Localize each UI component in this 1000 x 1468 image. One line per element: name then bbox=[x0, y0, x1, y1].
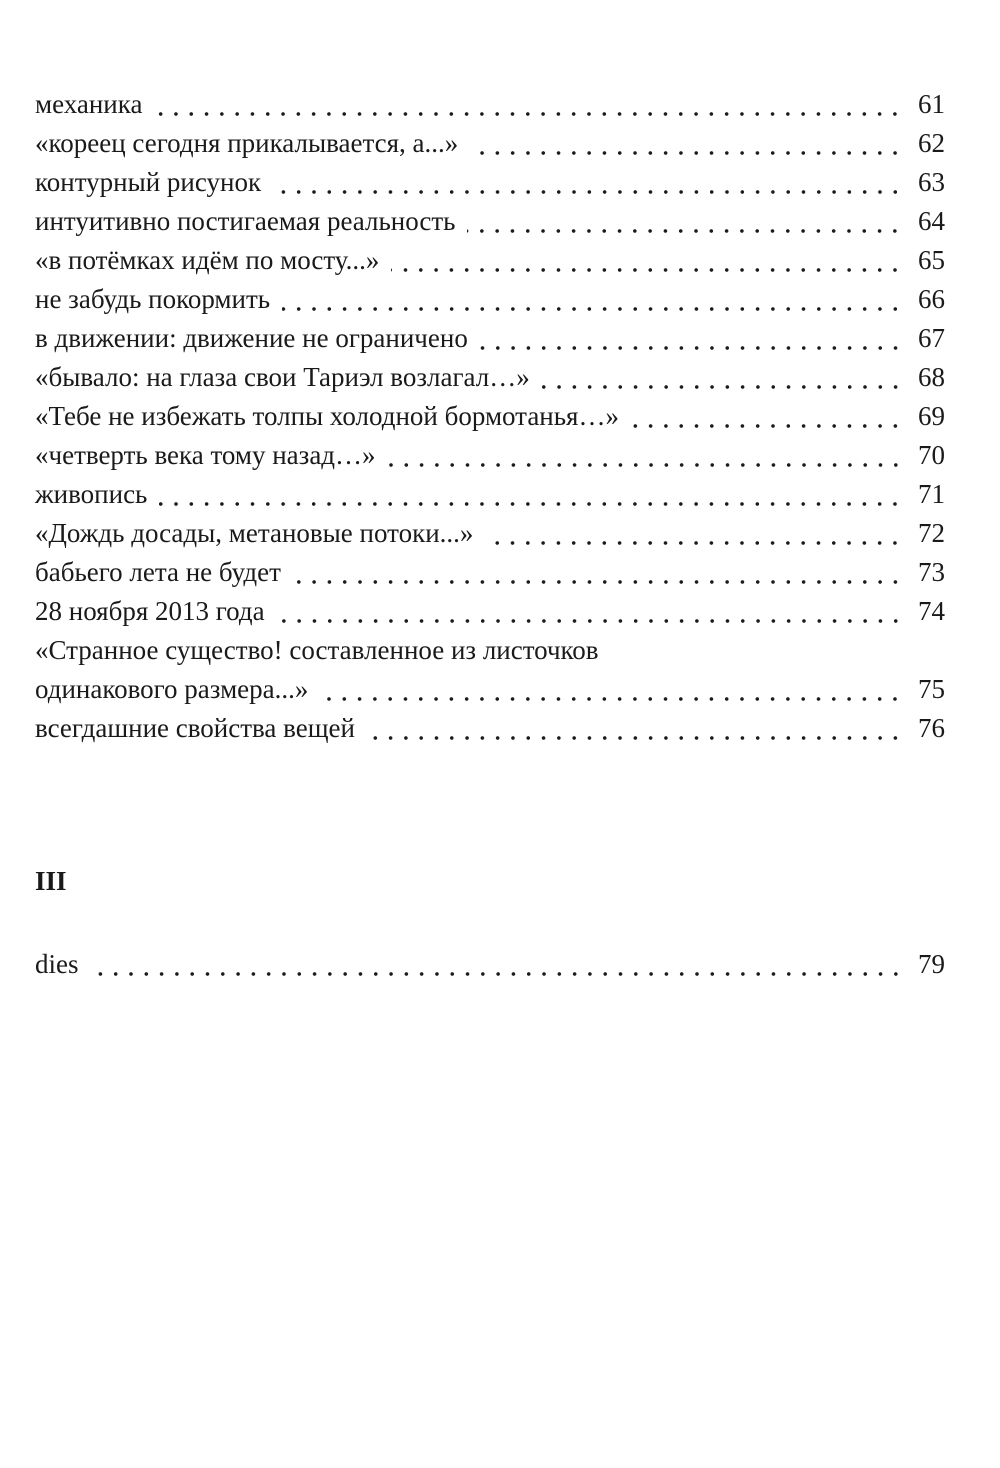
toc-entry bbox=[35, 670, 945, 709]
dot-leader bbox=[282, 306, 903, 312]
section-heading: III bbox=[35, 866, 67, 896]
entry-title: dies bbox=[35, 949, 79, 979]
page-number: 73 bbox=[918, 557, 945, 587]
dot-leader bbox=[154, 111, 903, 117]
entry-title-line1: «Странное существо! составленное из листочков bbox=[35, 635, 599, 665]
toc-entry bbox=[35, 475, 945, 514]
toc-entry bbox=[35, 358, 945, 397]
dot-leader bbox=[277, 618, 903, 624]
toc-entry bbox=[35, 85, 945, 124]
page-number: 69 bbox=[918, 401, 945, 431]
toc-entry bbox=[35, 436, 945, 475]
entry-title: механика bbox=[35, 89, 143, 119]
entry-title: «в потёмках идём по мосту...» bbox=[35, 245, 380, 275]
entry-title: «четверть века тому назад…» bbox=[35, 440, 376, 470]
entry-title: «Тебе не избежать толпы холодной бормотанья…» bbox=[35, 401, 619, 431]
toc-entry bbox=[35, 163, 945, 202]
dot-leader bbox=[91, 971, 904, 977]
entry-title: интуитивно постигаемая реальность bbox=[35, 206, 456, 236]
entry-title: «Дождь досады, метановые потоки...» bbox=[35, 518, 474, 548]
section-contents bbox=[35, 945, 945, 984]
page-number: 65 bbox=[918, 245, 945, 275]
dot-leader bbox=[293, 579, 903, 585]
page-number: 61 bbox=[918, 89, 945, 119]
dot-leader bbox=[320, 696, 903, 702]
page-number: 75 bbox=[918, 674, 945, 704]
page-number: 64 bbox=[918, 206, 945, 236]
toc-entry bbox=[35, 124, 945, 163]
toc-entry bbox=[35, 241, 945, 280]
dot-leader bbox=[273, 189, 903, 195]
dot-leader bbox=[467, 228, 903, 234]
toc-entry bbox=[35, 319, 945, 358]
page-number: 72 bbox=[918, 518, 945, 548]
page-number: 71 bbox=[918, 479, 945, 509]
entry-title: живопись bbox=[35, 479, 148, 509]
dot-leader bbox=[391, 267, 903, 273]
dot-leader bbox=[388, 462, 903, 468]
page-number: 79 bbox=[918, 949, 945, 979]
toc-entry bbox=[35, 592, 945, 631]
page-number: 66 bbox=[918, 284, 945, 314]
toc-entry bbox=[35, 280, 945, 319]
toc-entry bbox=[35, 397, 945, 436]
entry-title: бабьего лета не будет bbox=[35, 557, 281, 587]
toc-entry bbox=[35, 945, 945, 984]
page-number: 74 bbox=[918, 596, 945, 626]
entry-title: 28 ноября 2013 года bbox=[35, 596, 265, 626]
toc-entry bbox=[35, 709, 945, 748]
dot-leader bbox=[485, 540, 903, 546]
page-number: 70 bbox=[918, 440, 945, 470]
page-number: 76 bbox=[918, 713, 945, 743]
dot-leader bbox=[470, 150, 903, 156]
entry-title: контурный рисунок bbox=[35, 167, 262, 197]
entry-title-line2: одинакового размера...» bbox=[35, 674, 309, 704]
toc-entry bbox=[35, 514, 945, 553]
dot-leader bbox=[159, 501, 903, 507]
page-number: 68 bbox=[918, 362, 945, 392]
page-number: 62 bbox=[918, 128, 945, 158]
entry-title: в движении: движение не ограничено bbox=[35, 323, 468, 353]
dot-leader bbox=[631, 423, 903, 429]
dot-leader bbox=[542, 384, 903, 390]
entry-title: «кореец сегодня прикалывается, а...» bbox=[35, 128, 459, 158]
toc-entry bbox=[35, 553, 945, 592]
entry-title: не забудь покормить bbox=[35, 284, 271, 314]
page-number: 63 bbox=[918, 167, 945, 197]
entry-title: «бывало: на глаза свои Тариэл возлагал…» bbox=[35, 362, 530, 392]
toc-entry bbox=[35, 202, 945, 241]
dot-leader bbox=[480, 345, 903, 351]
table-of-contents bbox=[35, 85, 945, 748]
entry-title: всегдашние свойства вещей bbox=[35, 713, 355, 743]
dot-leader bbox=[367, 735, 903, 741]
page-number: 67 bbox=[918, 323, 945, 353]
